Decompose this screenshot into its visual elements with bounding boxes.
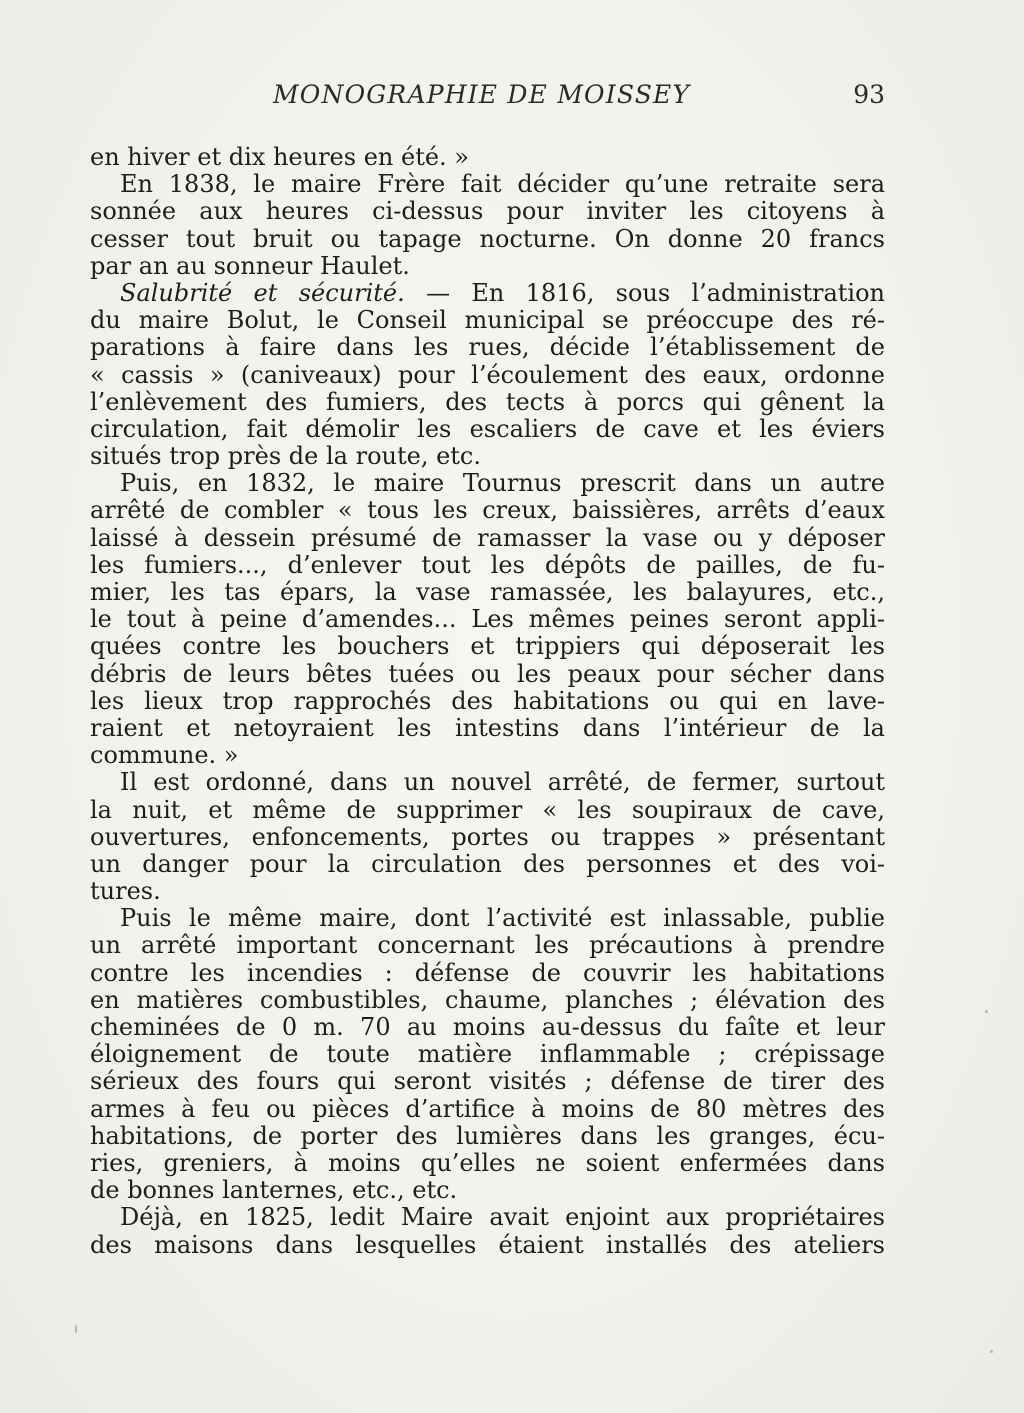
text-line: En 1838, le maire Frère fait décider qu’une retraite sera [120, 171, 885, 199]
running-head [90, 80, 885, 116]
text-line: un danger pour la circulation des personnes et des voi- [90, 850, 885, 878]
text-line: « cassis » (caniveaux) pour l’écoulement des eaux, ordonne [90, 361, 885, 389]
text-line: des maisons dans lesquelles étaient installés des ateliers [90, 1231, 885, 1259]
text-line: arrêté de combler « tous les creux, baissières, arrêts d’eaux [90, 497, 885, 525]
text-line: commune. » [90, 742, 239, 770]
text-line: situés trop près de la route, etc. [90, 443, 481, 471]
text-line: du maire Bolut, le Conseil municipal se préoccupe des ré- [90, 307, 885, 335]
text-line: circulation, fait démolir les escaliers de cave et les éviers [90, 415, 885, 443]
text-line: ries, greniers, à moins qu’elles ne soient enfermées dans [90, 1149, 885, 1177]
text-line: laissé à dessein présumé de ramasser la vase ou y déposer [90, 524, 885, 552]
text-line: mier, les tas épars, la vase ramassée, les balayures, etc., [90, 579, 885, 606]
text-line: un arrêté important concernant les précautions à prendre [90, 932, 885, 960]
text-line: raient et netoyraient les intestins dans l’intérieur de la [90, 714, 885, 742]
text-line: l’enlèvement des fumiers, des tects à porcs qui gênent la [90, 388, 885, 416]
text-line: parations à faire dans les rues, décide l’établissement de [90, 334, 885, 362]
text-fragment: — En 1816, sous l’administration [426, 279, 885, 307]
text-line: Déjà, en 1825, ledit Maire avait enjoint aux propriétaires [120, 1204, 885, 1232]
text-line: les fumiers..., d’enlever tout les dépôts de pailles, de fu- [90, 551, 885, 579]
text-line: le tout à peine d’amendes... Les mêmes peines seront appli- [90, 606, 885, 634]
text-line: ouvertures, enfoncements, portes ou trappes » présentant [90, 823, 885, 851]
section-heading: Salubrité et sécurité. [120, 279, 405, 307]
text-line: Puis le même maire, dont l’activité est inlassable, publie [120, 905, 885, 933]
text-line: débris de leurs bêtes tuées ou les peaux pour sécher dans [90, 660, 885, 688]
text-line: sérieux des fours qui seront visités ; défense de tirer des [90, 1068, 885, 1096]
paper-speck [985, 1010, 988, 1013]
paper-speck [990, 1350, 993, 1353]
text-line: les lieux trop rapprochés des habitations ou qui en lave- [90, 687, 885, 715]
text-line: éloignement de toute matière inflammable ; crépissage [90, 1041, 885, 1069]
text-line: en matières combustibles, chaume, planches ; élévation des [90, 986, 885, 1014]
text-line: armes à feu ou pièces d’artifice à moins de 80 mètres des [90, 1095, 885, 1123]
paper-speck [75, 1325, 77, 1333]
text-line: Il est ordonné, dans un nouvel arrêté, de fermer, surtout [120, 769, 885, 797]
text-line: de bonnes lanternes, etc., etc. [90, 1177, 458, 1205]
text-line: sonnée aux heures ci-dessus pour inviter les citoyens à [90, 198, 885, 226]
page-number: 93 [853, 80, 885, 109]
text-line: par an au sonneur Haulet. [90, 252, 410, 280]
body-text [90, 144, 885, 1259]
text-line: habitations, de porter des lumières dans les granges, écu- [90, 1122, 885, 1150]
text-line: tures. [90, 878, 161, 906]
text-line: en hiver et dix heures en été. » [90, 144, 469, 171]
text-line: contre les incendies : défense de couvrir les habitations [90, 959, 885, 987]
text-line: quées contre les bouchers et trippiers qui déposerait les [90, 633, 885, 661]
text-line: la nuit, et même de supprimer « les soupiraux de cave, [90, 796, 885, 824]
text-line: Puis, en 1832, le maire Tournus prescrit dans un autre [120, 470, 885, 498]
text-line: cheminées de 0 m. 70 au moins au-dessus du faîte et leur [90, 1014, 885, 1041]
running-title: MONOGRAPHIE DE MOISSEY [273, 80, 691, 109]
text-line: cesser tout bruit ou tapage nocturne. On donne 20 francs [90, 225, 885, 253]
text-line-with-heading [90, 280, 885, 307]
